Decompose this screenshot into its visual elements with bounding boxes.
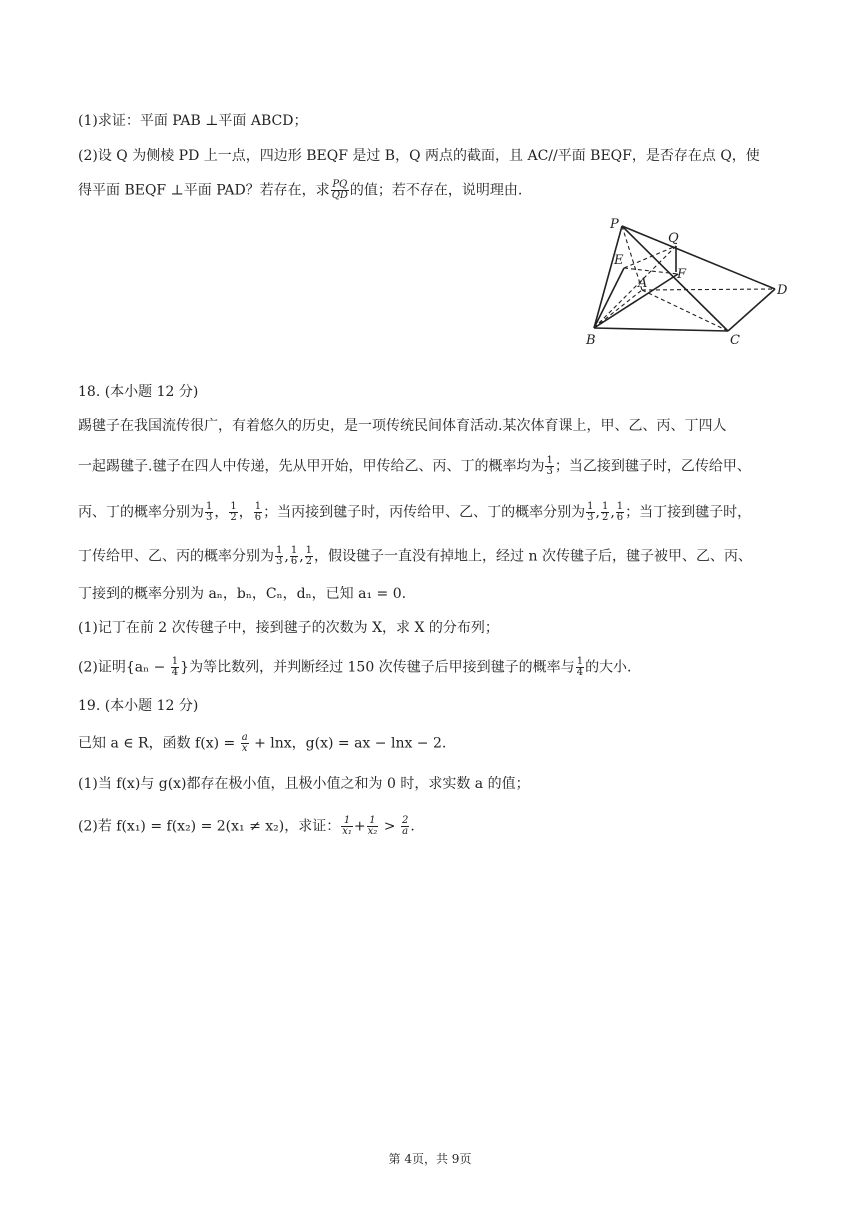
text-segment: 一起踢毽子.毽子在四人中传递，先从甲开始，甲传给乙、丙、丁的概率均为	[78, 458, 545, 475]
text-segment: ；当乙接到毽子时，乙传给甲、	[554, 458, 751, 475]
fraction-2-a	[401, 816, 409, 837]
frac-num: 1	[587, 501, 594, 512]
fraction-a-x	[241, 733, 249, 754]
fraction-1-x2	[367, 816, 379, 837]
text-segment: (2)若 f(x₁) = f(x₂) = 2(x₁ ≠ x₂)，求证：	[78, 818, 341, 835]
label-a: A	[638, 276, 648, 291]
frac-num: 2	[401, 815, 409, 826]
q18-line2	[78, 456, 751, 477]
text-segment: 的大小.	[585, 659, 632, 676]
q19-part1: (1)当 f(x)与 g(x)都存在极小值，且极小值之和为 0 时，求实数 a 的值；	[78, 776, 530, 792]
frac-num: PQ	[332, 179, 348, 190]
label-p: P	[610, 217, 619, 232]
fraction	[229, 502, 237, 523]
frac-num: 1	[305, 545, 313, 556]
q17-part2-line1: (2)设 Q 为侧棱 PD 上一点，四边形 BEQF 是过 B，Q 两点的截面，且 AC//平面 BEQF，是否存在点 Q，使	[78, 148, 760, 164]
q18-line4: 丁传给甲、乙、丙的概率分别为 $\frac{1}{3}$ , $\frac{1}{6}$ , $\frac{1}{2}$ ，假设毽子一直没有掉地上，经过 n 次传毽子后，毽子被甲、乙、丙、	[78, 545, 752, 567]
frac-num: 1	[290, 545, 298, 556]
q18-part1: (1)记丁在前 2 次传毽子中，接到毽子的次数为 X，求 X 的分布列；	[78, 620, 499, 636]
fraction	[616, 502, 624, 523]
q18-part2	[78, 657, 632, 678]
q19-part2: (2)若 f(x₁) = f(x₂) = 2(x₁ ≠ x₂)，求证： $\frac{1}{\text{x₁}}$ + $\frac{1}{\text{x₂}}$ > $\frac{2}{a}$ .	[78, 815, 415, 837]
text-segment: (2)证明{aₙ −	[78, 659, 170, 676]
frac-num: 1	[254, 501, 262, 512]
fraction	[576, 657, 584, 678]
text-segment: 丙、丁的概率分别为	[78, 504, 204, 521]
text-segment: ；当丙接到毽子时，丙传给甲、乙、丁的概率分别为	[263, 504, 586, 521]
pyramid-figure	[580, 214, 795, 348]
text-segment: 丁传给甲、乙、丙的概率分别为	[78, 548, 274, 565]
frac-den: x	[241, 743, 248, 754]
fraction	[305, 546, 313, 567]
frac-den: 6	[290, 556, 298, 567]
frac-den: 4	[576, 667, 584, 678]
q18-header: 18. (本小题 12 分)	[78, 384, 199, 400]
page-footer: 第 4页，共 9页	[388, 1152, 472, 1166]
frac-num: 1	[206, 501, 213, 512]
frac-den: 3	[587, 512, 594, 523]
label-b: B	[586, 333, 596, 348]
frac-num: a	[241, 732, 248, 743]
frac-num: 1	[171, 656, 179, 667]
label-e: E	[614, 253, 624, 268]
frac-den: QD	[331, 190, 348, 201]
fraction	[171, 657, 179, 678]
frac-den: 6	[616, 512, 624, 523]
fraction-1-x1	[341, 816, 353, 837]
fraction	[601, 502, 609, 523]
frac-num: 1	[601, 501, 609, 512]
q18-line3: 丙、丁的概率分别为 $\frac{1}{3}$ ， $\frac{1}{2}$ ， $\frac{1}{6}$ ；当丙接到毽子时，丙传给甲、乙、丁的概率分别为 $\frac{1}{3}$ , $\frac{1}{2}$ , $\frac{1}{6}$ ；当丁接到毽子时，	[78, 501, 752, 523]
fraction	[586, 502, 594, 523]
frac-den: 3	[206, 512, 213, 523]
frac-den: 4	[171, 667, 179, 678]
frac-den: 3	[276, 556, 283, 567]
text-segment: + lnx，g(x) = ax − lnx − 2.	[249, 735, 447, 752]
frac-den: a	[402, 826, 409, 837]
text-segment: 得平面 BEQF ⊥平面 PAD？若存在，求	[78, 182, 330, 199]
fraction	[545, 456, 553, 477]
q19-line1	[78, 733, 446, 754]
text-segment: ，假设毽子一直没有掉地上，经过 n 次传毽子后，毽子被甲、乙、丙、	[314, 548, 752, 565]
q19-header: 19. (本小题 12 分)	[78, 698, 199, 714]
q18-line5: 丁接到的概率分别为 aₙ，bₙ，Cₙ，dₙ，已知 a₁ = 0.	[78, 586, 407, 602]
label-c: C	[730, 333, 740, 348]
label-f: F	[677, 267, 687, 282]
frac-num: 1	[616, 501, 624, 512]
q17-part2-line2	[78, 180, 522, 201]
text-segment: 已知 a ∈ R，函数 f(x) =	[78, 735, 240, 752]
fraction	[275, 546, 283, 567]
text-segment: }为等比数列，并判断经过 150 次传毽子后甲接到毽子的概率与	[180, 659, 575, 676]
frac-den: x₂	[367, 826, 378, 837]
fraction	[205, 502, 213, 523]
frac-den: 2	[230, 512, 237, 523]
frac-den: 3	[546, 466, 553, 477]
frac-den: x₁	[342, 826, 352, 837]
text-segment: .	[410, 818, 415, 835]
fraction	[254, 502, 262, 523]
frac-num: 1	[230, 501, 237, 512]
frac-num: 1	[341, 816, 353, 827]
fraction-pq-qd	[331, 180, 349, 201]
frac-num: 1	[576, 656, 584, 667]
frac-num: 1	[367, 816, 379, 827]
frac-den: 6	[254, 512, 262, 523]
frac-den: 2	[601, 512, 609, 523]
label-d: D	[777, 283, 788, 298]
q18-line1: 踢毽子在我国流传很广，有着悠久的历史，是一项传统民间体育活动.某次体育课上，甲、乙、丙、丁四人	[78, 418, 727, 434]
frac-den: 2	[305, 556, 313, 567]
label-q: Q	[668, 231, 679, 246]
fraction	[290, 546, 298, 567]
frac-num: 1	[546, 455, 553, 466]
text-segment: 的值；若不存在，说明理由.	[349, 182, 523, 199]
q17-part1: (1)求证：平面 PAB ⊥平面 ABCD；	[78, 113, 308, 129]
text-segment: ；当丁接到毽子时，	[625, 504, 752, 521]
frac-num: 1	[276, 545, 283, 556]
